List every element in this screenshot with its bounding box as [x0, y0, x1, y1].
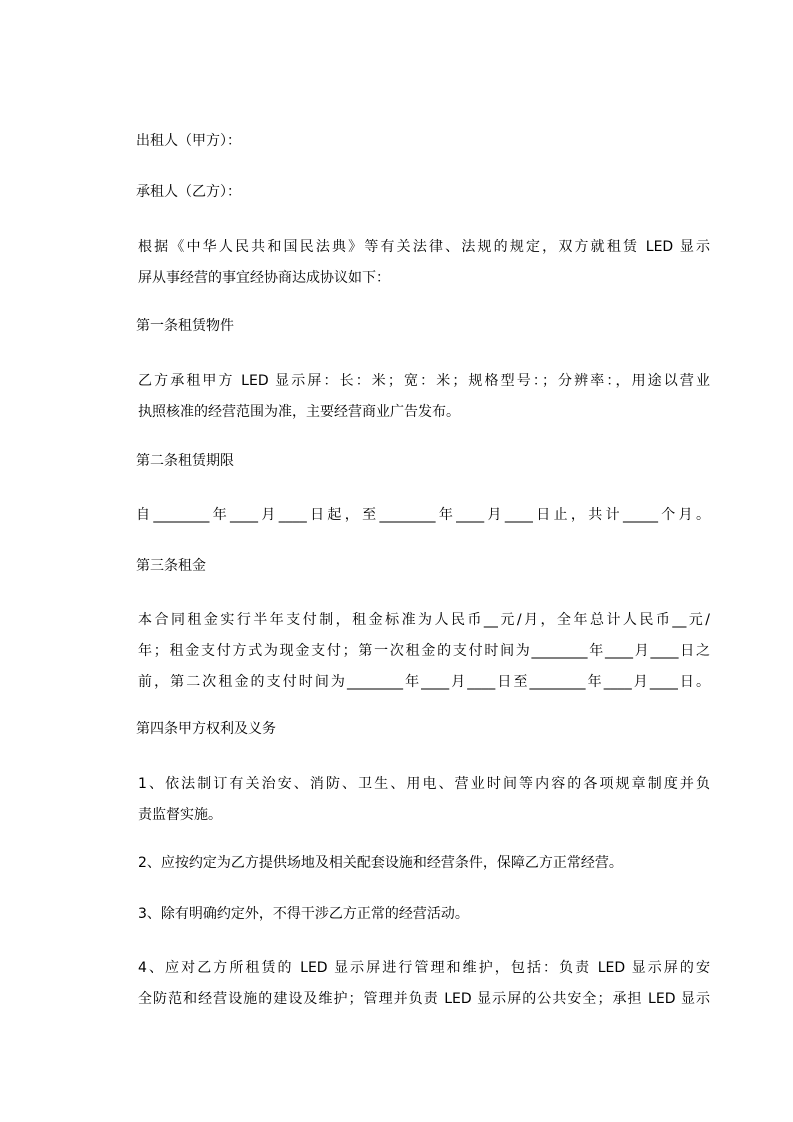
text-line: 责监督实施。 — [138, 807, 222, 823]
text-line: 执照核准的经营范围为准，主要经营商业广告发布。 — [138, 404, 460, 420]
article-4-item-2: 2、应按约定为乙方提供场地及相关配套设施和经营条件，保障乙方正常经营。 — [138, 855, 623, 871]
lessee-line: 承租人（乙方）： — [136, 184, 241, 200]
text-line: 乙方承租甲方 LED 显示屏：长：米；宽：米；规格型号：；分辨率：，用途以营业 — [138, 373, 710, 389]
intro-paragraph — [98, 232, 710, 294]
article-4-item-3: 3、除有明确约定外，不得干涉乙方正常的经营活动。 — [138, 906, 469, 922]
article-4-title: 第四条甲方权利及义务 — [136, 721, 276, 737]
text-line: 全防范和经营设施的建设及维护；管理并负责 LED 显示屏的公共安全；承担 LED 显示 — [138, 991, 710, 1007]
article-1-body — [98, 366, 710, 428]
article-4-item-1 — [98, 769, 710, 831]
lessor-line: 出租人（甲方）： — [136, 133, 241, 149]
text-line: 前，第二次租金的支付时间为________年____月____日至________年____月____日。 — [138, 674, 710, 690]
article-2-body: 自________年____月____日起，至________年____月____日止，共计_____个月。 — [136, 507, 710, 523]
text-line: 本合同租金实行半年支付制，租金标准为人民币__元/月，全年总计人民币__元/ — [138, 612, 710, 628]
text-line: 4、应对乙方所租赁的 LED 显示屏进行管理和维护，包括：负责 LED 显示屏的安 — [138, 960, 710, 976]
text-line: 根据《中华人民共和国民法典》等有关法律、法规的规定，双方就租赁 LED 显示 — [138, 239, 710, 255]
text-line: 年；租金支付方式为现金支付；第一次租金的支付时间为________年____月____日之 — [138, 643, 710, 659]
article-1-title: 第一条租赁物件 — [136, 318, 234, 334]
text-line: 屏从事经营的事宜经协商达成协议如下： — [138, 270, 390, 286]
article-3-title: 第三条租金 — [136, 558, 206, 574]
article-3-body — [98, 605, 710, 698]
article-4-item-4 — [98, 953, 710, 1015]
article-2-title: 第二条租赁期限 — [136, 453, 234, 469]
text-line: 1、依法制订有关治安、消防、卫生、用电、营业时间等内容的各项规章制度并负 — [138, 776, 710, 792]
